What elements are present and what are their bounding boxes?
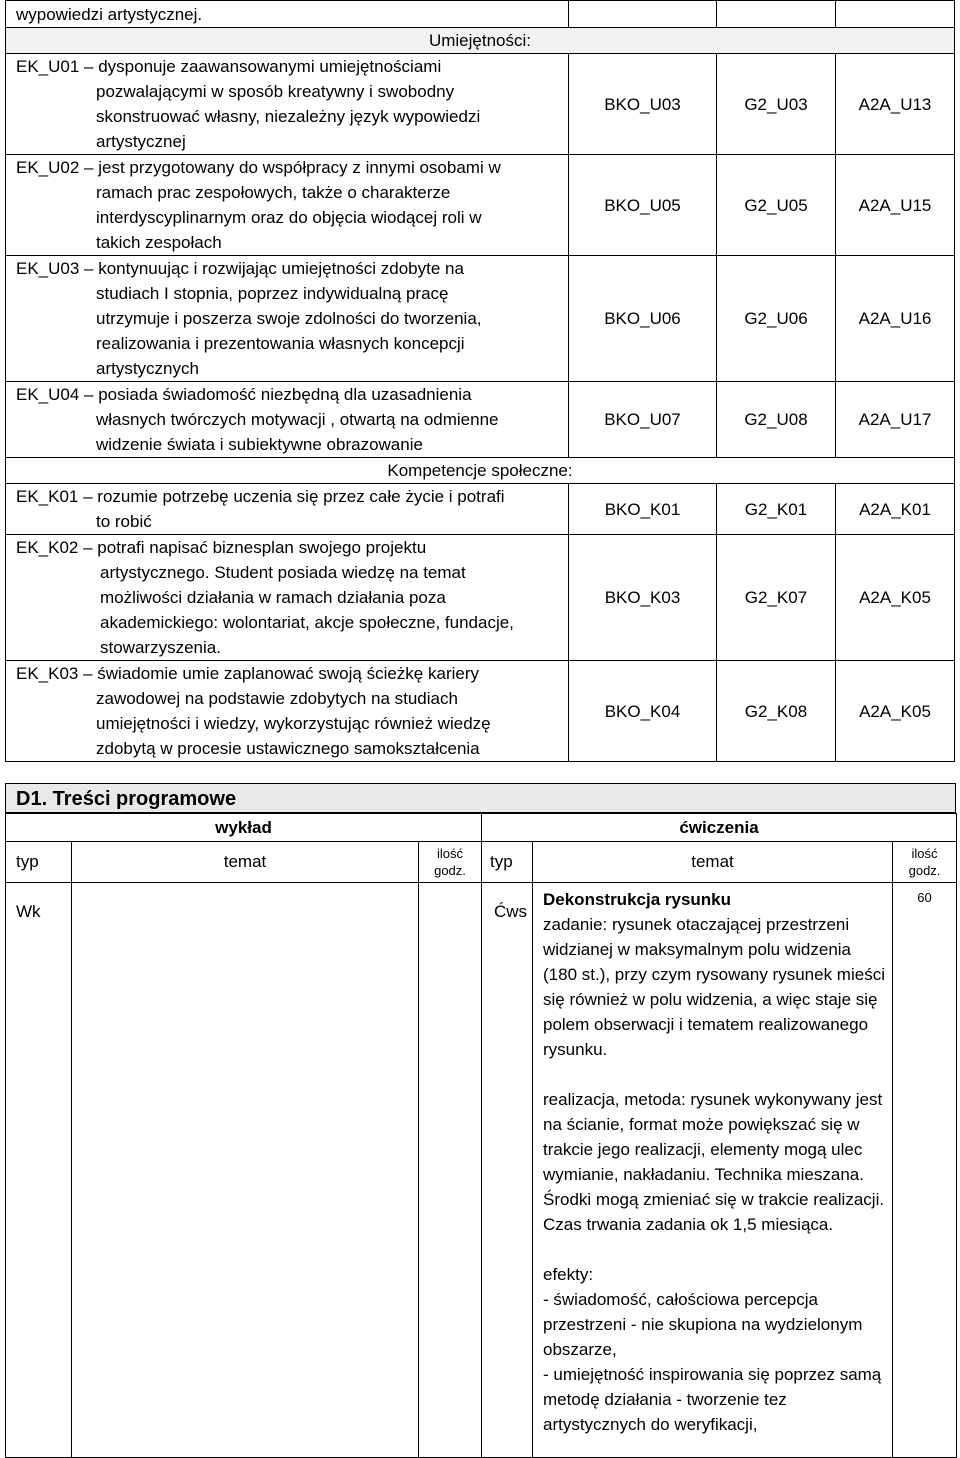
outcome-row [6, 661, 955, 762]
outcome-line: stowarzyszenia. [100, 638, 221, 657]
col-type: typ [482, 842, 533, 883]
a2a-code: A2A_U15 [836, 155, 955, 256]
outcome-line: zawodowej na podstawie zdobytych na studiach [96, 689, 458, 708]
exercise-title: Dekonstrukcja rysunku [543, 890, 732, 909]
outcome-line: możliwości działania w ramach działania poza [100, 588, 446, 607]
outcome-desc [6, 155, 569, 256]
skills-section-row [6, 28, 955, 54]
g2-code: G2_U06 [717, 256, 836, 382]
outcome-row [6, 535, 955, 661]
outcome-line: EK_U04 – posiada świadomość niezbędną dla uzasadnienia [16, 385, 472, 404]
bko-code: BKO_U05 [569, 155, 717, 256]
a2a-code: A2A_U13 [836, 54, 955, 155]
outcome-desc [6, 54, 569, 155]
effects-label: efekty: [543, 1265, 594, 1284]
outcome-line: interdyscyplinarnym oraz do objęcia wiodącej roli w [96, 208, 482, 227]
outcome-line: własnych twórczych motywacji , otwartą na odmienne [96, 410, 499, 429]
a2a-code: A2A_K05 [836, 661, 955, 762]
effect-item: - świadomość, całościowa percepcja przestrzeni - nie skupiona na wydzielonym obszarze, [543, 1290, 863, 1359]
col-type: typ [6, 842, 72, 883]
outcome-desc [6, 484, 569, 535]
outcome-row [6, 155, 955, 256]
outcome-line: EK_K01 – rozumie potrzebę uczenia się przez całe życie i potrafi [16, 487, 505, 506]
section-title: D1. Treści programowe [5, 783, 956, 813]
outcome-desc [6, 661, 569, 762]
outcome-desc [6, 535, 569, 661]
lecture-topic [72, 883, 419, 1458]
outcome-row [6, 382, 955, 458]
outcome-desc [6, 256, 569, 382]
outcome-line: artystycznych [96, 359, 199, 378]
learning-outcomes-table [5, 0, 955, 762]
bko-code: BKO_U03 [569, 54, 717, 155]
outcome-line: zdobytą w procesie ustawicznego samokształcenia [96, 739, 480, 758]
g2-code: G2_K08 [717, 661, 836, 762]
g2-code: G2_K01 [717, 484, 836, 535]
outcome-line: akademickiego: wolontariat, akcje społeczne, fundacje, [100, 613, 514, 632]
lecture-header: wykład [6, 814, 482, 842]
col-topic: temat [72, 842, 419, 883]
exercise-task: zadanie: rysunek otaczającej przestrzeni widzianej w maksymalnym polu widzenia (180 st.), przy czym rysowany rysunek mieści się również w polu widzenia, a więc staje się polem obserwacji i tematem realizowanego rysunku. [543, 915, 885, 1059]
outcome-line: umiejętności i wiedzy, wykorzystując również wiedzę [96, 714, 491, 733]
outcome-line: EK_U03 – kontynuując i rozwijając umiejętności zdobyte na [16, 259, 464, 278]
exercise-topic [533, 883, 893, 1458]
bko-code: BKO_U07 [569, 382, 717, 458]
lecture-hours [419, 883, 482, 1458]
a2a-code: A2A_U16 [836, 256, 955, 382]
social-header: Kompetencje społeczne: [6, 458, 955, 484]
outcome-row [6, 54, 955, 155]
exercise-type: Ćws [482, 883, 533, 1458]
outcome-line: realizowania i prezentowania własnych koncepcji [96, 334, 465, 353]
exercise-hours: 60 [893, 883, 957, 1458]
col-topic: temat [533, 842, 893, 883]
bko-code: BKO_K01 [569, 484, 717, 535]
outcome-line: utrzymuje i poszerza swoje zdolności do tworzenia, [96, 309, 482, 328]
outcome-line: EK_K02 – potrafi napisać biznesplan swojego projektu [16, 538, 427, 557]
bko-code: BKO_U06 [569, 256, 717, 382]
bko-code: BKO_K04 [569, 661, 717, 762]
outcome-line: to robić [96, 512, 152, 531]
a2a-code: A2A_K05 [836, 535, 955, 661]
outcome-line: skonstruować własny, niezależny język wypowiedzi [96, 107, 481, 126]
program-table [5, 813, 957, 1458]
g2-code: G2_U03 [717, 54, 836, 155]
col-hours: ilość godz. [893, 842, 957, 883]
outcome-line: ramach prac zespołowych, także o charakterze [96, 183, 451, 202]
g2-code: G2_U08 [717, 382, 836, 458]
outcome-line: pozwalającymi w sposób kreatywny i swobodny [96, 82, 455, 101]
g2-code: G2_K07 [717, 535, 836, 661]
a2a-code: A2A_K01 [836, 484, 955, 535]
exercise-header: ćwiczenia [482, 814, 957, 842]
col-hours: ilość godz. [419, 842, 482, 883]
exercise-method: realizacja, metoda: rysunek wykonywany jest na ścianie, format może powiększać się w trakcie jego realizacji, elementy mogą ulec wymianie, nakładaniu. Technika mieszana. Środki mogą zmieniać się w trakcie realizacji. Czas trwania zadania ok 1,5 miesiąca. [543, 1090, 885, 1234]
outcome-line: studiach I stopnia, poprzez indywidualną pracę [96, 284, 449, 303]
a2a-code: A2A_U17 [836, 382, 955, 458]
bko-code: BKO_K03 [569, 535, 717, 661]
outcome-line: artystycznej [96, 132, 186, 151]
outcome-desc [6, 382, 569, 458]
outcome-line: EK_K03 – świadomie umie zaplanować swoją ścieżkę kariery [16, 664, 479, 683]
outcome-row [6, 256, 955, 382]
outcome-line: artystycznego. Student posiada wiedzę na temat [100, 563, 466, 582]
social-section-row [6, 458, 955, 484]
skills-header: Umiejętności: [6, 28, 955, 54]
outcome-line: EK_U02 – jest przygotowany do współpracy z innymi osobami w [16, 158, 501, 177]
outcome-line: takich zespołach [96, 233, 222, 252]
carryover-text: wypowiedzi artystycznej. [6, 1, 569, 28]
lecture-type: Wk [6, 883, 72, 1458]
g2-code: G2_U05 [717, 155, 836, 256]
outcome-line: widzenie świata i subiektywne obrazowanie [96, 435, 423, 454]
effect-item: - umiejętność inspirowania się poprzez samą metodę działania - tworzenie tez artystycznych do weryfikacji, [543, 1365, 882, 1434]
outcome-line: EK_U01 – dysponuje zaawansowanymi umiejętnościami [16, 57, 442, 76]
outcome-row [6, 484, 955, 535]
